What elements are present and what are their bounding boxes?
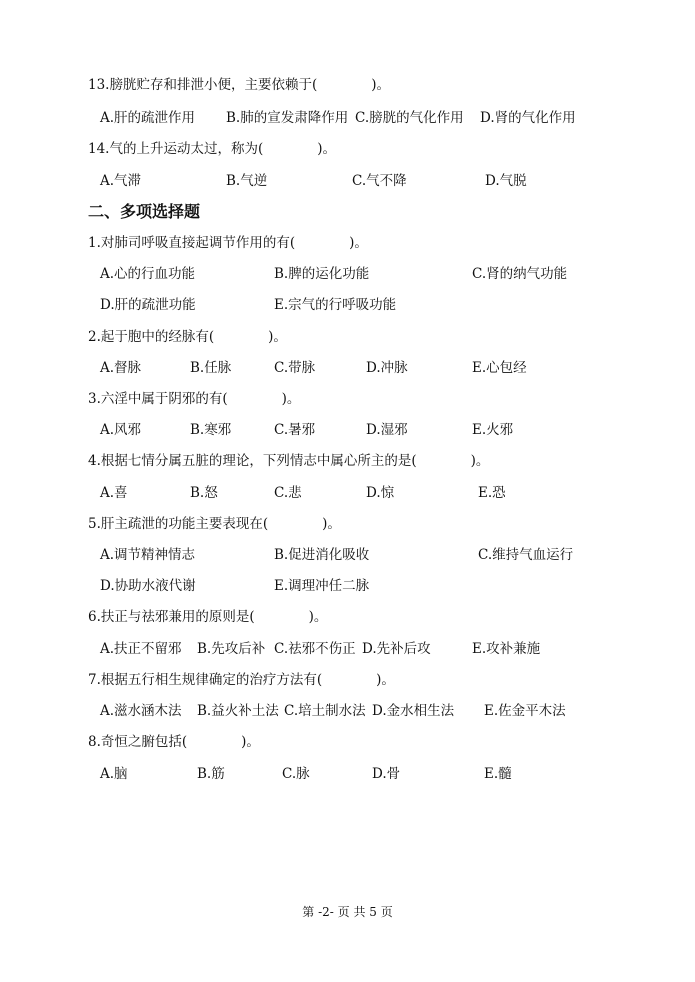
- q13-option-b: B.肺的宣发肃降作用: [226, 110, 349, 126]
- q5-option-c: C.维持气血运行: [478, 547, 574, 563]
- q7-option-a: A.滋水涵木法: [100, 703, 182, 719]
- q2-option-d: D.冲脉: [366, 360, 408, 376]
- page-footer: 第 -2- 页 共 5 页: [302, 905, 393, 919]
- question-1-stem: 1.对肺司呼吸直接起调节作用的有( )。: [88, 235, 368, 251]
- q5-option-d: D.协助水液代谢: [100, 578, 196, 594]
- q8-option-b: B.筋: [197, 766, 225, 782]
- q2-option-b: B.任脉: [190, 360, 232, 376]
- q7-option-b: B.益火补土法: [197, 703, 279, 719]
- q4-option-e: E.恐: [478, 485, 506, 501]
- q8-option-e: E.髓: [484, 766, 512, 782]
- q13-option-c: C.膀胱的气化作用: [355, 110, 464, 126]
- question-4-stem: 4.根据七情分属五脏的理论，下列情志中属心所主的是( )。: [88, 453, 490, 469]
- q14-option-d: D.气脱: [485, 173, 527, 189]
- q3-option-d: D.湿邪: [366, 422, 408, 438]
- q14-option-a: A.气滞: [100, 173, 142, 189]
- question-13-stem: 13.膀胱贮存和排泄小便，主要依赖于( )。: [88, 77, 391, 93]
- q13-option-a: A.肝的疏泄作用: [100, 110, 196, 126]
- q2-option-e: E.心包经: [472, 360, 527, 376]
- q5-option-e: E.调理冲任二脉: [274, 578, 370, 594]
- q4-option-c: C.悲: [274, 485, 302, 501]
- q7-option-c: C.培土制水法: [284, 703, 366, 719]
- q3-option-c: C.暑邪: [274, 422, 316, 438]
- q4-option-b: B.怒: [190, 485, 218, 501]
- q5-option-b: B.促进消化吸收: [274, 547, 370, 563]
- question-8-stem: 8.奇恒之腑包括( )。: [88, 734, 260, 750]
- q7-option-e: E.佐金平木法: [484, 703, 566, 719]
- q1-option-e: E.宗气的行呼吸功能: [274, 297, 397, 313]
- q14-option-c: C.气不降: [352, 173, 407, 189]
- q2-option-c: C.带脉: [274, 360, 316, 376]
- q6-option-e: E.攻补兼施: [472, 641, 541, 657]
- q3-option-a: A.风邪: [100, 422, 142, 438]
- question-2-stem: 2.起于胞中的经脉有( )。: [88, 329, 287, 345]
- question-3-stem: 3.六淫中属于阴邪的有( )。: [88, 391, 301, 407]
- q3-option-e: E.火邪: [472, 422, 514, 438]
- question-6-stem: 6.扶正与祛邪兼用的原则是( )。: [88, 609, 328, 625]
- q4-option-a: A.喜: [100, 485, 128, 501]
- q3-option-b: B.寒邪: [190, 422, 232, 438]
- q6-option-b: B.先攻后补: [197, 641, 266, 657]
- question-7-stem: 7.根据五行相生规律确定的治疗方法有( )。: [88, 672, 395, 688]
- question-14-stem: 14.气的上升运动太过，称为( )。: [88, 141, 337, 157]
- q1-option-a: A.心的行血功能: [100, 266, 196, 282]
- q6-option-c: C.祛邪不伤正: [274, 641, 356, 657]
- q6-option-a: A.扶正不留邪: [100, 641, 182, 657]
- q1-option-d: D.肝的疏泄功能: [100, 297, 196, 313]
- q2-option-a: A.督脉: [100, 360, 142, 376]
- q8-option-c: C.脉: [282, 766, 310, 782]
- q6-option-d: D.先补后攻: [362, 641, 431, 657]
- q1-option-b: B.脾的运化功能: [274, 266, 370, 282]
- q14-option-b: B.气逆: [226, 173, 268, 189]
- q4-option-d: D.惊: [366, 485, 395, 501]
- section-title: 二、多项选择题: [88, 202, 201, 221]
- q13-option-d: D.肾的气化作用: [480, 110, 576, 126]
- q8-option-d: D.骨: [372, 766, 401, 782]
- q7-option-d: D.金水相生法: [372, 703, 455, 719]
- q5-option-a: A.调节精神情志: [100, 547, 196, 563]
- q8-option-a: A.脑: [100, 766, 128, 782]
- q1-option-c: C.肾的纳气功能: [472, 266, 568, 282]
- question-5-stem: 5.肝主疏泄的功能主要表现在( )。: [88, 516, 341, 532]
